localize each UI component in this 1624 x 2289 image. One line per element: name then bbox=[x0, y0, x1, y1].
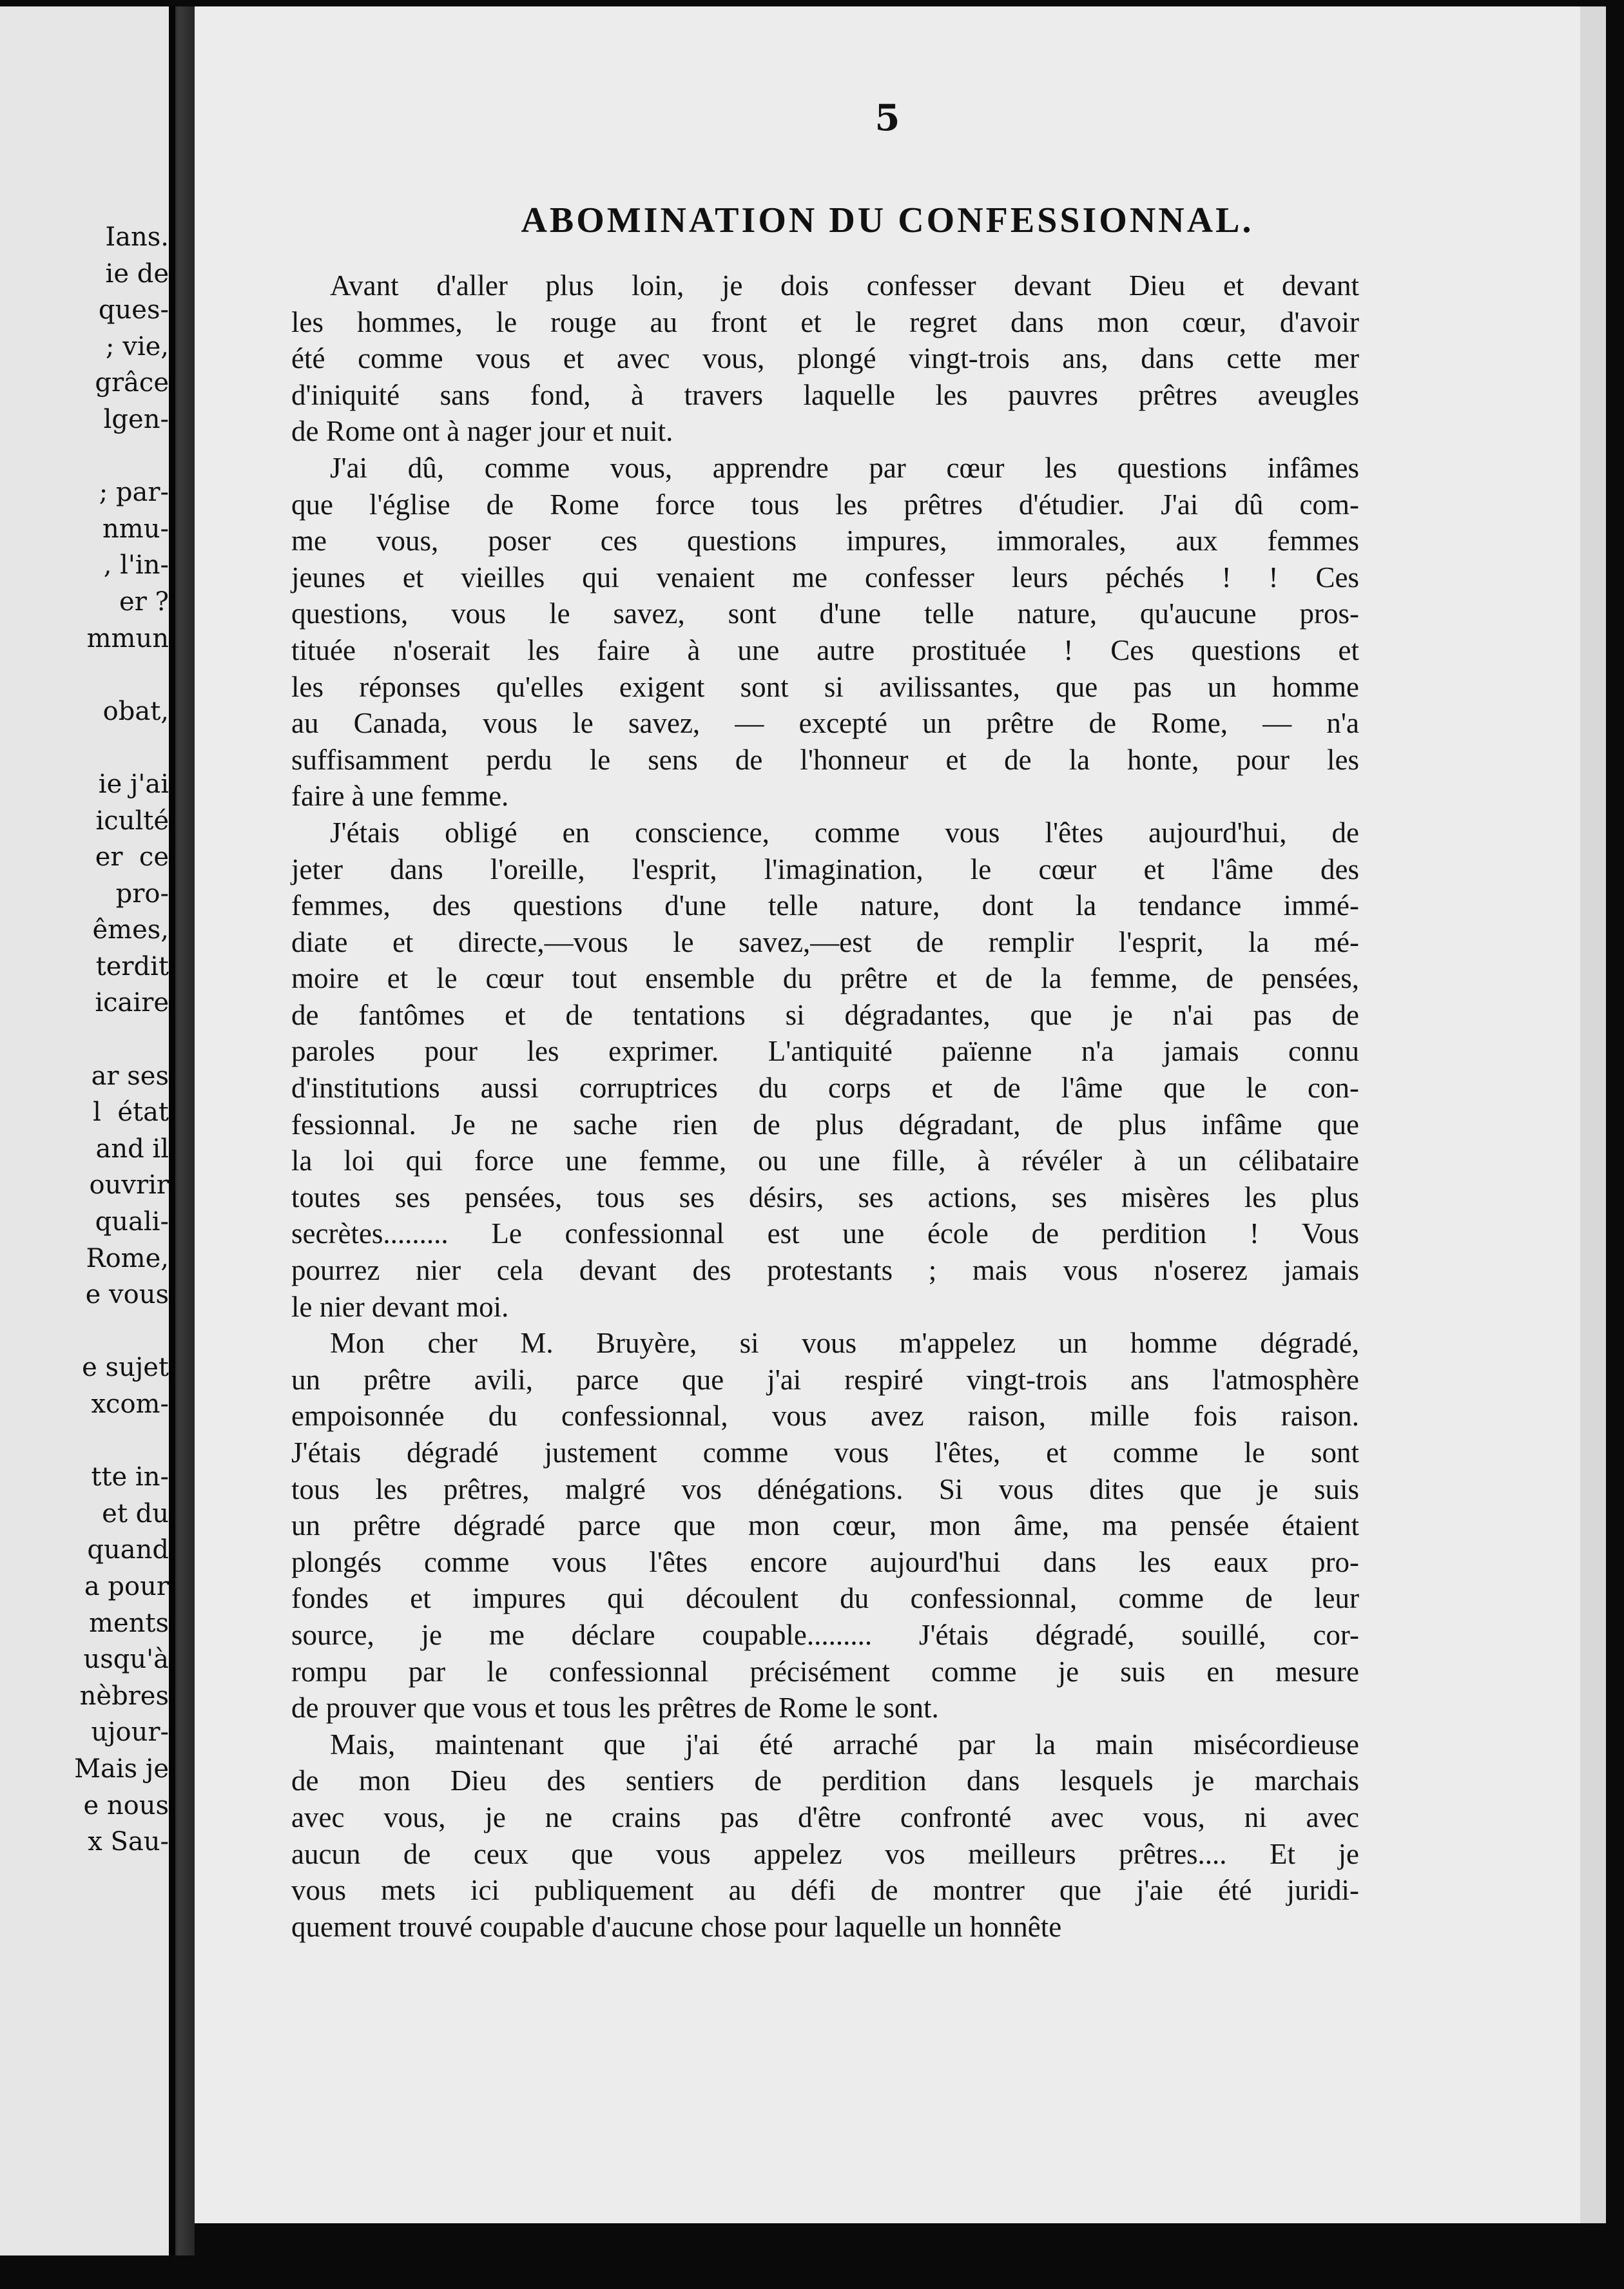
fragment-line: er ce bbox=[95, 842, 169, 873]
fragment-line: a pour bbox=[84, 1571, 169, 1601]
text-line: J'ai dû, comme vous, apprendre par cœur les questions infâmes bbox=[330, 451, 1359, 484]
text-line: jeter dans l'oreille, l'esprit, l'imagination, le cœur et l'âme des bbox=[291, 853, 1359, 885]
fragment-line: ques- bbox=[98, 295, 169, 325]
fragment-line: ; vie, bbox=[106, 331, 169, 362]
fragment-line: e nous bbox=[83, 1790, 169, 1821]
text-line: rompu par le confessionnal précisément comme je suis en mesure bbox=[291, 1655, 1359, 1688]
fragment-line: and il bbox=[95, 1134, 169, 1164]
fragment-line: xcom- bbox=[91, 1389, 169, 1419]
text-line: un prêtre dégradé parce que mon cœur, mon âme, ma pensée étaient bbox=[291, 1509, 1359, 1542]
text-line: me vous, poser ces questions impures, immorales, aux femmes bbox=[291, 525, 1359, 557]
fragment-line: Mais je bbox=[74, 1753, 169, 1784]
previous-page-fragment bbox=[0, 6, 169, 2255]
paragraph bbox=[291, 450, 1359, 815]
text-line: été comme vous et avec vous, plongé vingt-trois ans, dans cette mer bbox=[291, 342, 1359, 375]
paragraph bbox=[291, 815, 1359, 1325]
text-line: d'institutions aussi corruptrices du corps et de l'âme que le con- bbox=[291, 1072, 1359, 1105]
text-line: moire et le cœur tout ensemble du prêtre et de la femme, de pensées, bbox=[291, 962, 1359, 995]
fragment-line: grâce bbox=[95, 368, 169, 398]
text-line: pourrez nier cela devant des protestants ; mais vous n'oserez jamais bbox=[291, 1254, 1359, 1287]
page-edge bbox=[1580, 6, 1606, 2223]
current-page bbox=[195, 6, 1580, 2223]
line-gap bbox=[0, 1021, 169, 1058]
text-line: de mon Dieu des sentiers de perdition dans lesquels je marchais bbox=[291, 1764, 1359, 1797]
text-line: les hommes, le rouge au front et le regret dans mon cœur, d'avoir bbox=[291, 305, 1359, 338]
text-line: la loi qui force une femme, ou une fille, à révéler à un célibataire bbox=[291, 1144, 1359, 1177]
text-line: paroles pour les exprimer. L'antiquité païenne n'a jamais connu bbox=[291, 1035, 1359, 1068]
text-line: de fantômes et de tentations si dégradantes, que je n'ai pas de bbox=[291, 998, 1359, 1031]
text-line: les réponses qu'elles exigent sont si avilissantes, que pas un homme bbox=[291, 670, 1359, 703]
fragment-line: obat, bbox=[102, 696, 169, 726]
text-line: que l'église de Rome force tous les prêtres d'étudier. J'ai dû com- bbox=[291, 488, 1359, 521]
page-title: ABOMINATION DU CONFESSIONNAL. bbox=[521, 200, 1254, 240]
fragment-line: quand bbox=[87, 1535, 169, 1565]
text-line: au Canada, vous le savez, — excepté un prêtre de Rome, — n'a bbox=[291, 707, 1359, 740]
gutter-shadow bbox=[169, 6, 175, 2255]
fragment-line: l état bbox=[93, 1097, 169, 1128]
fragment-line: terdit bbox=[95, 951, 169, 981]
line-gap bbox=[0, 1423, 169, 1460]
line-gap bbox=[0, 438, 169, 475]
paragraph bbox=[291, 1726, 1359, 1946]
fragment-line: nmu- bbox=[102, 514, 169, 544]
text-line: jeunes et vieilles qui venaient me confesser leurs péchés ! ! Ces bbox=[291, 561, 1359, 594]
text-line: diate et directe,—vous le savez,—est de remplir l'esprit, la mé- bbox=[291, 925, 1359, 958]
fragment-line: usqu'à bbox=[83, 1645, 169, 1675]
text-line: le nier devant moi. bbox=[291, 1290, 509, 1323]
text-line: aucun de ceux que vous appelez vos meilleurs prêtres.... Et je bbox=[291, 1837, 1359, 1870]
line-gap bbox=[0, 1313, 169, 1350]
text-line: Mais, maintenant que j'ai été arraché par la main misécordieuse bbox=[330, 1728, 1359, 1761]
fragment-line: ar ses bbox=[91, 1061, 169, 1091]
body-text bbox=[291, 267, 1359, 1945]
text-line: fessionnal. Je ne sache rien de plus dégradant, de plus infâme que bbox=[291, 1108, 1359, 1141]
text-line: vous mets ici publiquement au défi de montrer que j'aie été juridi- bbox=[291, 1874, 1359, 1907]
fragment-line: e sujet bbox=[82, 1353, 169, 1383]
fragment-line: ie de bbox=[105, 258, 169, 289]
fragment-line: ; par- bbox=[99, 478, 169, 508]
page-number: 5 bbox=[875, 97, 900, 139]
fragment-line: ments bbox=[89, 1608, 169, 1638]
fragment-line: ouvrir bbox=[89, 1170, 169, 1201]
text-line: avec vous, je ne crains pas d'être confronté avec vous, ni avec bbox=[291, 1801, 1359, 1833]
fragment-line: er ? bbox=[119, 586, 169, 617]
fragment-line: êmes, bbox=[92, 915, 169, 945]
fragment-line: ie j'ai bbox=[98, 769, 169, 799]
fragment-line: Rome, bbox=[86, 1243, 169, 1273]
previous-page-text bbox=[0, 219, 169, 1860]
fragment-line: ujour- bbox=[91, 1717, 169, 1748]
text-line: plongés comme vous l'êtes encore aujourd'hui dans les eaux pro- bbox=[291, 1545, 1359, 1578]
fragment-line: quali- bbox=[95, 1207, 169, 1237]
text-line: toutes ses pensées, tous ses désirs, ses actions, ses misères les plus bbox=[291, 1181, 1359, 1213]
text-line: femmes, des questions d'une telle nature, dont la tendance immé- bbox=[291, 889, 1359, 922]
line-gap bbox=[0, 657, 169, 693]
fragment-line: x Sau- bbox=[88, 1827, 169, 1857]
text-line: quement trouvé coupable d'aucune chose pour laquelle un honnête bbox=[291, 1910, 1062, 1943]
fragment-line: lgen- bbox=[103, 404, 169, 434]
fragment-line: et du bbox=[102, 1498, 169, 1529]
fragment-line: nèbres bbox=[79, 1681, 169, 1711]
fragment-line: mmun bbox=[86, 623, 169, 653]
fragment-line: iculté bbox=[95, 806, 169, 836]
fragment-line: e vous bbox=[85, 1280, 169, 1310]
text-line: secrètes......... Le confessionnal est une école de perdition ! Vous bbox=[291, 1217, 1359, 1250]
fragment-line: Ians. bbox=[105, 222, 169, 252]
paragraph bbox=[291, 1325, 1359, 1726]
text-line: fondes et impures qui découlent du confessionnal, comme de leur bbox=[291, 1582, 1359, 1615]
text-line: source, je me déclare coupable......... J'étais dégradé, souillé, cor- bbox=[291, 1618, 1359, 1651]
text-line: Mon cher M. Bruyère, si vous m'appelez un homme dégradé, bbox=[330, 1327, 1359, 1360]
text-line: J'étais dégradé justement comme vous l'êtes, et comme le sont bbox=[291, 1436, 1359, 1469]
text-line: d'iniquité sans fond, à travers laquelle les pauvres prêtres aveugles bbox=[291, 378, 1359, 411]
paragraph bbox=[291, 267, 1359, 450]
text-line: tous les prêtres, malgré vos dénégations. Si vous dites que je suis bbox=[291, 1473, 1359, 1505]
text-line: de Rome ont à nager jour et nuit. bbox=[291, 415, 673, 448]
text-line: questions, vous le savez, sont d'une telle nature, qu'aucune pros- bbox=[291, 597, 1359, 630]
fragment-line: tte in- bbox=[91, 1462, 169, 1492]
text-line: de prouver que vous et tous les prêtres de Rome le sont. bbox=[291, 1692, 939, 1724]
fragment-line: pro- bbox=[115, 878, 169, 909]
fragment-line: , l'in- bbox=[103, 550, 169, 581]
text-line: faire à une femme. bbox=[291, 780, 509, 813]
text-line: empoisonnée du confessionnal, vous avez raison, mille fois raison. bbox=[291, 1400, 1359, 1433]
line-gap bbox=[0, 729, 169, 766]
text-line: tituée n'oserait les faire à une autre prostituée ! Ces questions et bbox=[291, 633, 1359, 666]
text-line: suffisamment perdu le sens de l'honneur et de la honte, pour les bbox=[291, 743, 1359, 776]
text-line: Avant d'aller plus loin, je dois confesser devant Dieu et devant bbox=[330, 269, 1359, 302]
text-line: J'étais obligé en conscience, comme vous l'êtes aujourd'hui, de bbox=[330, 816, 1359, 849]
fragment-line: icaire bbox=[95, 988, 169, 1018]
text-line: un prêtre avili, parce que j'ai respiré vingt-trois ans l'atmosphère bbox=[291, 1363, 1359, 1396]
